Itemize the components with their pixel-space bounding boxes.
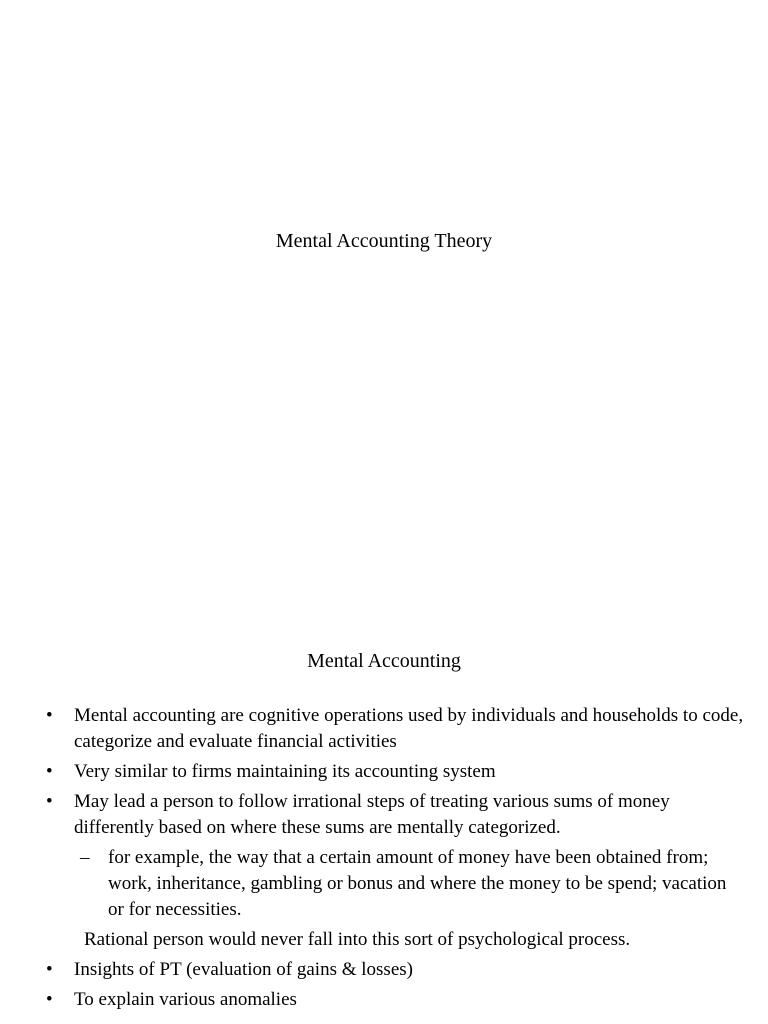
bullet-icon: • [46, 791, 53, 812]
bullet-list [44, 703, 744, 1017]
bullet-icon: • [46, 705, 53, 726]
sub-bullet-text: for example, the way that a certain amount of money have been obtained from; work, inheritance, gambling or bonus and where the money to be spend; vacation or for necessities. [108, 847, 727, 920]
dash-icon: – [80, 847, 90, 868]
sub-bullet-example [44, 845, 744, 923]
bullet-text: Very similar to firms maintaining its accounting system [74, 761, 496, 782]
bullet-item-definition [44, 703, 744, 755]
bullet-text: Insights of PT (evaluation of gains & losses) [74, 959, 413, 980]
bullet-item-irrational [44, 789, 744, 841]
bullet-text: Mental accounting are cognitive operations used by individuals and households to code, categorize and evaluate financial activities [74, 705, 744, 752]
note-rational-person: Rational person would never fall into this sort of psychological process. [84, 929, 631, 950]
bullet-item-anomalies [44, 987, 744, 1013]
bullet-icon: • [46, 989, 53, 1010]
bullet-text: May lead a person to follow irrational steps of treating various sums of money differently based on where these sums are mentally categorized. [74, 791, 670, 838]
bullet-text: To explain various anomalies [74, 989, 297, 1010]
bullet-item-firms [44, 759, 744, 785]
bullet-item-insights [44, 957, 744, 983]
bullet-icon: • [46, 959, 53, 980]
slide-title-mental-accounting-theory: Mental Accounting Theory [275, 230, 493, 252]
slide-title-mental-accounting: Mental Accounting [307, 650, 461, 672]
bullet-icon: • [46, 761, 53, 782]
